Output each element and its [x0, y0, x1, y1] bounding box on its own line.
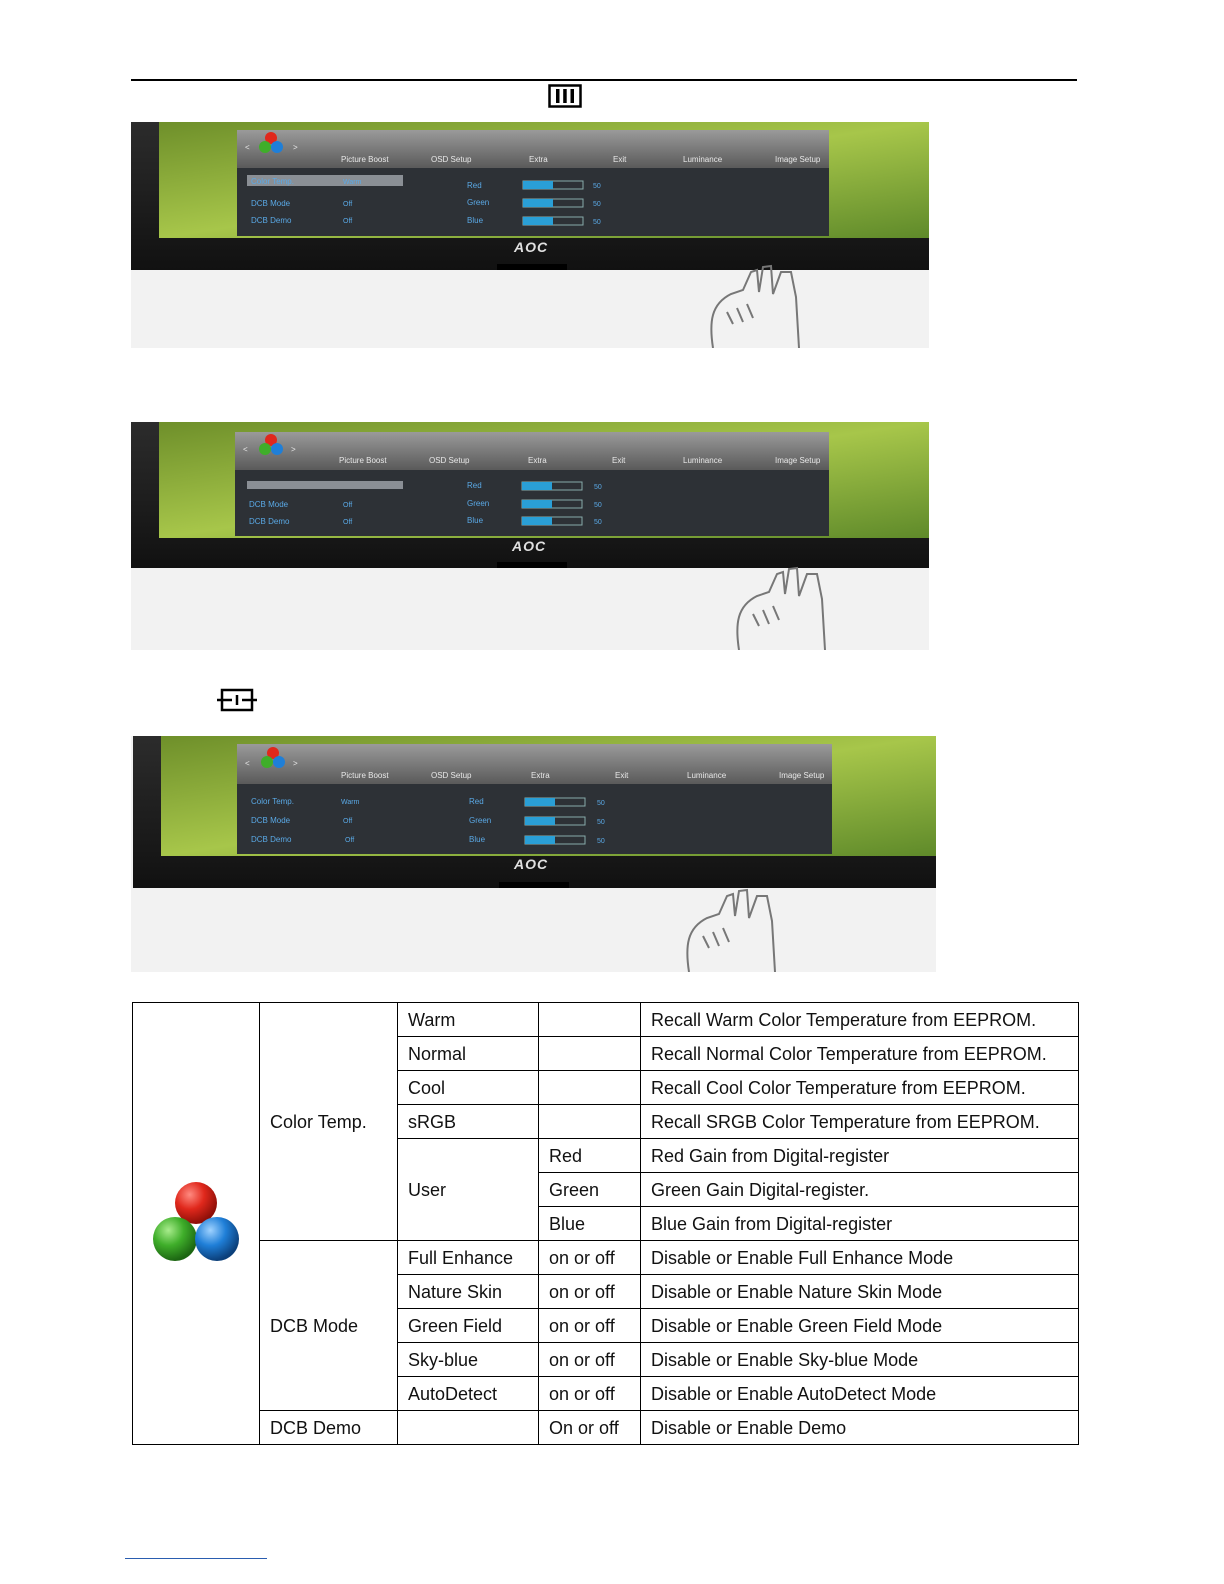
osd-row-label: DCB Mode [249, 500, 289, 509]
option-cell: Green Field [398, 1309, 539, 1343]
osd-row-label: DCB Demo [251, 835, 292, 844]
monitor-svg [131, 422, 929, 650]
osd-tab: OSD Setup [431, 155, 472, 164]
color-setup-icon-cell [133, 1003, 260, 1445]
gain-value: 50 [594, 519, 602, 526]
setting-name: Color Temp. [260, 1003, 398, 1241]
osd-tab: Image Setup [779, 771, 825, 780]
osd-row-value: Off [343, 201, 353, 208]
value-cell: on or off [539, 1241, 641, 1275]
osd-row-label: DCB Demo [249, 517, 290, 526]
osd-row-value: Off [343, 818, 353, 825]
value-cell [539, 1071, 641, 1105]
osd-tab: Exit [615, 771, 629, 780]
gain-label: Green [467, 198, 490, 207]
option-cell [398, 1411, 539, 1445]
svg-text:>: > [293, 143, 298, 152]
minus-plus-button-icon [217, 687, 257, 713]
value-cell [539, 1105, 641, 1139]
value-cell: on or off [539, 1343, 641, 1377]
osd-tab: Luminance [683, 456, 723, 465]
setting-name: DCB Mode [260, 1241, 398, 1411]
gain-value: 50 [594, 502, 602, 509]
osd-row-value: Warm [341, 799, 360, 806]
gain-value: 50 [597, 800, 605, 807]
description-cell: Recall Warm Color Temperature from EEPROM. [641, 1003, 1079, 1037]
osd-tab: Exit [613, 155, 627, 164]
monitor-illustration-3 [131, 736, 936, 972]
brand-logo: AOC [514, 856, 549, 872]
gain-label: Blue [469, 835, 486, 844]
gain-bar-fill [525, 817, 555, 825]
gain-bar-fill [522, 482, 552, 490]
osd-row-value: Warm [343, 179, 362, 186]
option-cell: Nature Skin [398, 1275, 539, 1309]
description-cell: Disable or Enable AutoDetect Mode [641, 1377, 1079, 1411]
svg-text:<: < [243, 445, 248, 454]
monitor-stand [497, 264, 567, 270]
brand-logo: AOC [514, 239, 549, 255]
monitor-stand [499, 882, 569, 888]
menu-button-icon [548, 84, 582, 108]
gain-label: Blue [467, 216, 484, 225]
gain-label: Red [467, 481, 482, 490]
gain-label: Blue [467, 516, 484, 525]
osd-row-highlight [247, 481, 403, 489]
option-cell: Full Enhance [398, 1241, 539, 1275]
setting-name: DCB Demo [260, 1411, 398, 1445]
value-cell: on or off [539, 1309, 641, 1343]
value-cell: On or off [539, 1411, 641, 1445]
osd-tab: Image Setup [775, 155, 821, 164]
hand-pointer-icon [737, 568, 825, 650]
osd-tab: Extra [529, 155, 548, 164]
description-cell: Green Gain Digital-register. [641, 1173, 1079, 1207]
osd-tab: Luminance [683, 155, 723, 164]
table-row [133, 1241, 1079, 1275]
description-cell: Disable or Enable Nature Skin Mode [641, 1275, 1079, 1309]
gain-value: 50 [594, 484, 602, 491]
osd-row-label: DCB Mode [251, 816, 291, 825]
description-cell: Recall Cool Color Temperature from EEPROM. [641, 1071, 1079, 1105]
description-cell: Red Gain from Digital-register [641, 1139, 1079, 1173]
osd-row-value: Off [343, 218, 353, 225]
osd-tab: Luminance [687, 771, 727, 780]
svg-text:<: < [245, 143, 250, 152]
option-cell: sRGB [398, 1105, 539, 1139]
table-row [133, 1411, 1079, 1445]
option-cell: Cool [398, 1071, 539, 1105]
monitor-illustration-2 [131, 422, 929, 650]
osd-tab: OSD Setup [431, 771, 472, 780]
gain-bar-fill [522, 517, 552, 525]
hand-pointer-icon [687, 890, 775, 972]
value-cell: Blue [539, 1207, 641, 1241]
osd-tab: Image Setup [775, 456, 821, 465]
description-cell: Disable or Enable Demo [641, 1411, 1079, 1445]
brand-logo: AOC [512, 538, 547, 554]
gain-bar-fill [523, 199, 553, 207]
hand-pointer-icon [711, 266, 799, 348]
footer-rule [125, 1558, 267, 1559]
osd-row-label: Color Temp. [251, 177, 294, 186]
gain-value: 50 [593, 201, 601, 208]
description-cell: Disable or Enable Sky-blue Mode [641, 1343, 1079, 1377]
svg-text:>: > [293, 759, 298, 768]
osd-row-label: DCB Demo [251, 216, 292, 225]
monitor-svg [131, 736, 936, 972]
option-cell: User [398, 1139, 539, 1241]
osd-tab: Picture Boost [339, 456, 387, 465]
table-row [133, 1003, 1079, 1037]
value-cell: on or off [539, 1275, 641, 1309]
description-cell: Disable or Enable Full Enhance Mode [641, 1241, 1079, 1275]
description-cell: Recall SRGB Color Temperature from EEPROM. [641, 1105, 1079, 1139]
value-cell [539, 1037, 641, 1071]
osd-tab: Picture Boost [341, 155, 389, 164]
gain-bar-fill [522, 500, 552, 508]
gain-value: 50 [597, 819, 605, 826]
gain-bar-fill [525, 798, 555, 806]
osd-row-value: Off [343, 502, 353, 509]
description-cell: Recall Normal Color Temperature from EEPROM. [641, 1037, 1079, 1071]
gain-bar-fill [523, 217, 553, 225]
option-cell: Warm [398, 1003, 539, 1037]
option-cell: Normal [398, 1037, 539, 1071]
svg-text:>: > [291, 445, 296, 454]
gain-bar-fill [523, 181, 553, 189]
value-cell: Red [539, 1139, 641, 1173]
value-cell [539, 1003, 641, 1037]
gain-label: Red [467, 181, 482, 190]
monitor-stand [497, 562, 567, 568]
gain-label: Red [469, 797, 484, 806]
option-cell: AutoDetect [398, 1377, 539, 1411]
osd-row-value: Off [343, 519, 353, 526]
osd-row-label: Color Temp. [251, 797, 294, 806]
value-cell: Green [539, 1173, 641, 1207]
color-setup-icon [150, 1179, 242, 1265]
header-rule [131, 79, 1077, 81]
osd-row-value: Off [345, 837, 355, 844]
monitor-svg [131, 122, 929, 348]
svg-text:<: < [245, 759, 250, 768]
gain-label: Green [467, 499, 490, 508]
osd-tab: Picture Boost [341, 771, 389, 780]
osd-tab: OSD Setup [429, 456, 470, 465]
gain-value: 50 [597, 838, 605, 845]
gain-value: 50 [593, 219, 601, 226]
monitor-illustration-1 [131, 122, 929, 348]
gain-value: 50 [593, 183, 601, 190]
osd-row-label: DCB Mode [251, 199, 291, 208]
description-cell: Blue Gain from Digital-register [641, 1207, 1079, 1241]
gain-label: Green [469, 816, 492, 825]
value-cell: on or off [539, 1377, 641, 1411]
color-setup-table [132, 1002, 1079, 1445]
osd-tab: Extra [528, 456, 547, 465]
description-cell: Disable or Enable Green Field Mode [641, 1309, 1079, 1343]
gain-bar-fill [525, 836, 555, 844]
osd-tab: Extra [531, 771, 550, 780]
option-cell: Sky-blue [398, 1343, 539, 1377]
osd-tab: Exit [612, 456, 626, 465]
